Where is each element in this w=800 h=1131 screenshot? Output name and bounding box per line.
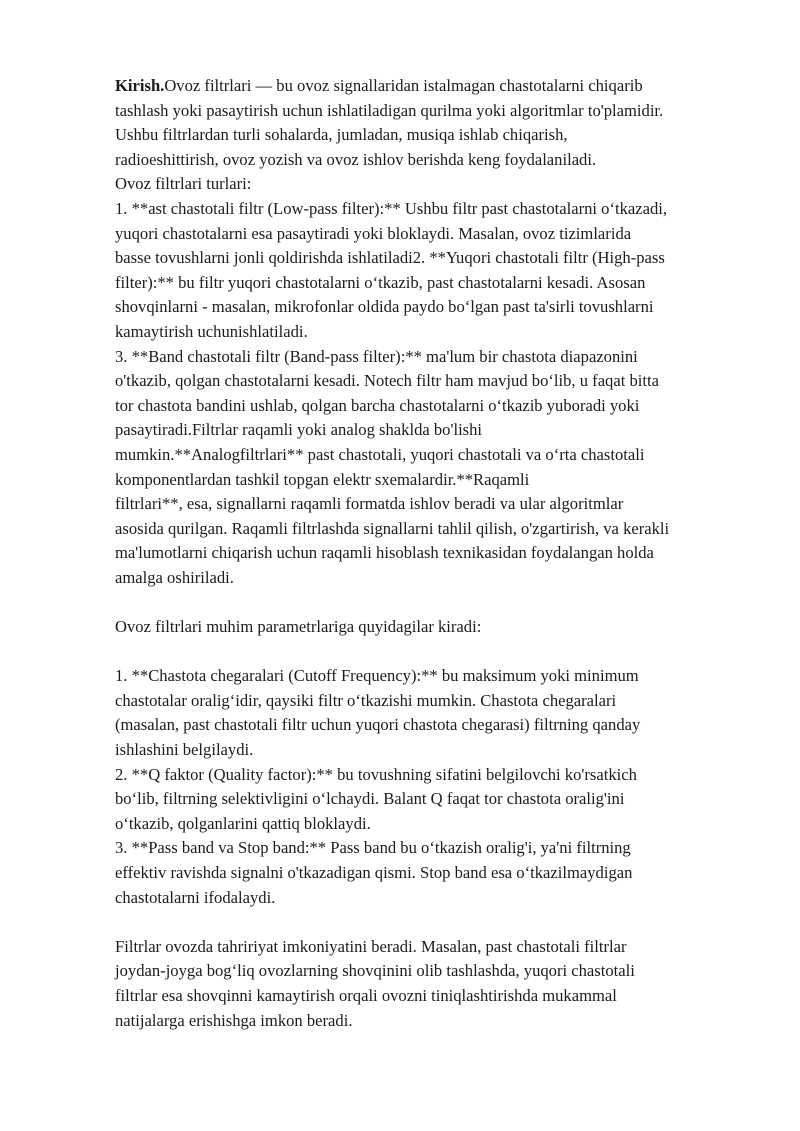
body-line: mumkin.**Analogfiltrlari** past chastotali, yuqori chastotali va o‘rta chastotali	[115, 444, 645, 464]
body-line: filtrlari**, esa, signallarni raqamli formatda ishlov beradi va ular algoritmlar	[115, 494, 624, 514]
body-line: bo‘lib, filtrning selektivligini o‘lchaydi. Balant Q faqat tor chastota oralig'ini	[115, 789, 625, 809]
blank-line	[115, 590, 755, 615]
body-line: amalga oshiriladi.	[115, 567, 234, 587]
body-line: tor chastota bandini ushlab, qolgan barcha chastotalarni o‘tkazib yuboradi yoki	[115, 395, 640, 415]
body-line: effektiv ravishda signalni o'tkazadigan qismi. Stop band esa o‘tkazilmaydigan	[115, 863, 633, 882]
blank-line	[115, 910, 755, 935]
body-line: chastotalar oralig‘idir, qaysiki filtr o‘tkazishi mumkin. Chastota chegaralari	[115, 690, 617, 710]
body-line: shovqinlarni - masalan, mikrofonlar oldida paydo bo‘lgan past ta'sirli tovushlarni	[115, 297, 654, 317]
body-line: Ushbu filtrlardan turli sohalarda, jumladan, musiqa ishlab chiqarish,	[115, 125, 568, 145]
section-heading-turlari: Ovoz filtrlari turlari:	[115, 174, 252, 194]
body-line: joydan-joyga bog‘liq ovozlarning shovqinini olib tashlashda, yuqori chastotali	[115, 961, 635, 981]
body-line: 1. **Chastota chegaralari (Cutoff Frequency):** bu maksimum yoki minimum	[115, 666, 639, 686]
body-line: 3. **Band chastotali filtr (Band-pass filter):** ma'lum bir chastota diapazonini	[115, 346, 638, 366]
document-body	[115, 74, 755, 1033]
body-line: 1. **ast chastotali filtr (Low-pass filter):** Ushbu filtr past chastotalarni o‘tkazadi,	[115, 198, 668, 218]
body-line: (masalan, past chastotali filtr uchun yuqori chastota chegarasi) filtrning qanday	[115, 715, 641, 735]
body-line: Filtrlar ovozda tahririyat imkoniyatini beradi. Masalan, past chastotali filtrlar	[115, 936, 627, 956]
body-line: 3. **Pass band va Stop band:** Pass band bu o‘tkazish oralig'i, ya'ni filtrning	[115, 838, 631, 858]
body-line: basse tovushlarni jonli qoldirishda ishlatiladi2. **Yuqori chastotali filtr (High-pass	[115, 248, 665, 268]
intro-heading: Kirish.	[115, 76, 165, 95]
body-line: o'tkazib, qolgan chastotalarni kesadi. Notech filtr ham mavjud bo‘lib, u faqat bitta	[115, 371, 659, 391]
body-line: filter):** bu filtr yuqori chastotalarni o‘tkazib, past chastotalarni kesadi. Asosan	[115, 272, 646, 292]
body-line: natijalarga erishishga imkon beradi.	[115, 1010, 353, 1030]
body-line: kamaytirish uchunishlatiladi.	[115, 321, 308, 341]
body-line: chastotalarni ifodalaydi.	[115, 887, 276, 907]
body-line: tashlash yoki pasaytirish uchun ishlatiladigan qurilma yoki algoritmlar to'plamidir.	[115, 100, 664, 120]
body-line: asosida qurilgan. Raqamli filtrlashda signallarni tahlil qilish, o'zgartirish, va kerakli	[115, 518, 670, 538]
body-line: komponentlardan tashkil topgan elektr sxemalardir.**Raqamli	[115, 469, 530, 489]
body-line: 2. **Q faktor (Quality factor):** bu tovushning sifatini belgilovchi ko'rsatkich	[115, 764, 637, 784]
blank-line	[115, 640, 755, 665]
body-line: ishlashini belgilaydi.	[115, 740, 254, 760]
body-line: pasaytiradi.Filtrlar raqamli yoki analog shaklda bo'lishi	[115, 420, 483, 440]
body-line: yuqori chastotalarni esa pasaytiradi yoki bloklaydi. Masalan, ovoz tizimlarida	[115, 223, 632, 243]
section-heading-parametrlar: Ovoz filtrlari muhim parametrlariga quyidagilar kiradi:	[115, 617, 482, 637]
body-line: ma'lumotlarni chiqarish uchun raqamli hisoblash texnikasidan foydalangan holda	[115, 543, 654, 563]
body-line: radioeshittirish, ovoz yozish va ovoz ishlov berishda keng foydalaniladi.	[115, 149, 597, 169]
body-line: filtrlar esa shovqinni kamaytirish orqali ovozni tiniqlashtirishda mukammal	[115, 985, 617, 1005]
intro-line	[115, 74, 755, 99]
body-line: Ovoz filtrlari — bu ovoz signallaridan istalmagan chastotalarni chiqarib	[164, 76, 643, 95]
body-line: o‘tkazib, qolganlarini qattiq bloklaydi.	[115, 813, 371, 833]
